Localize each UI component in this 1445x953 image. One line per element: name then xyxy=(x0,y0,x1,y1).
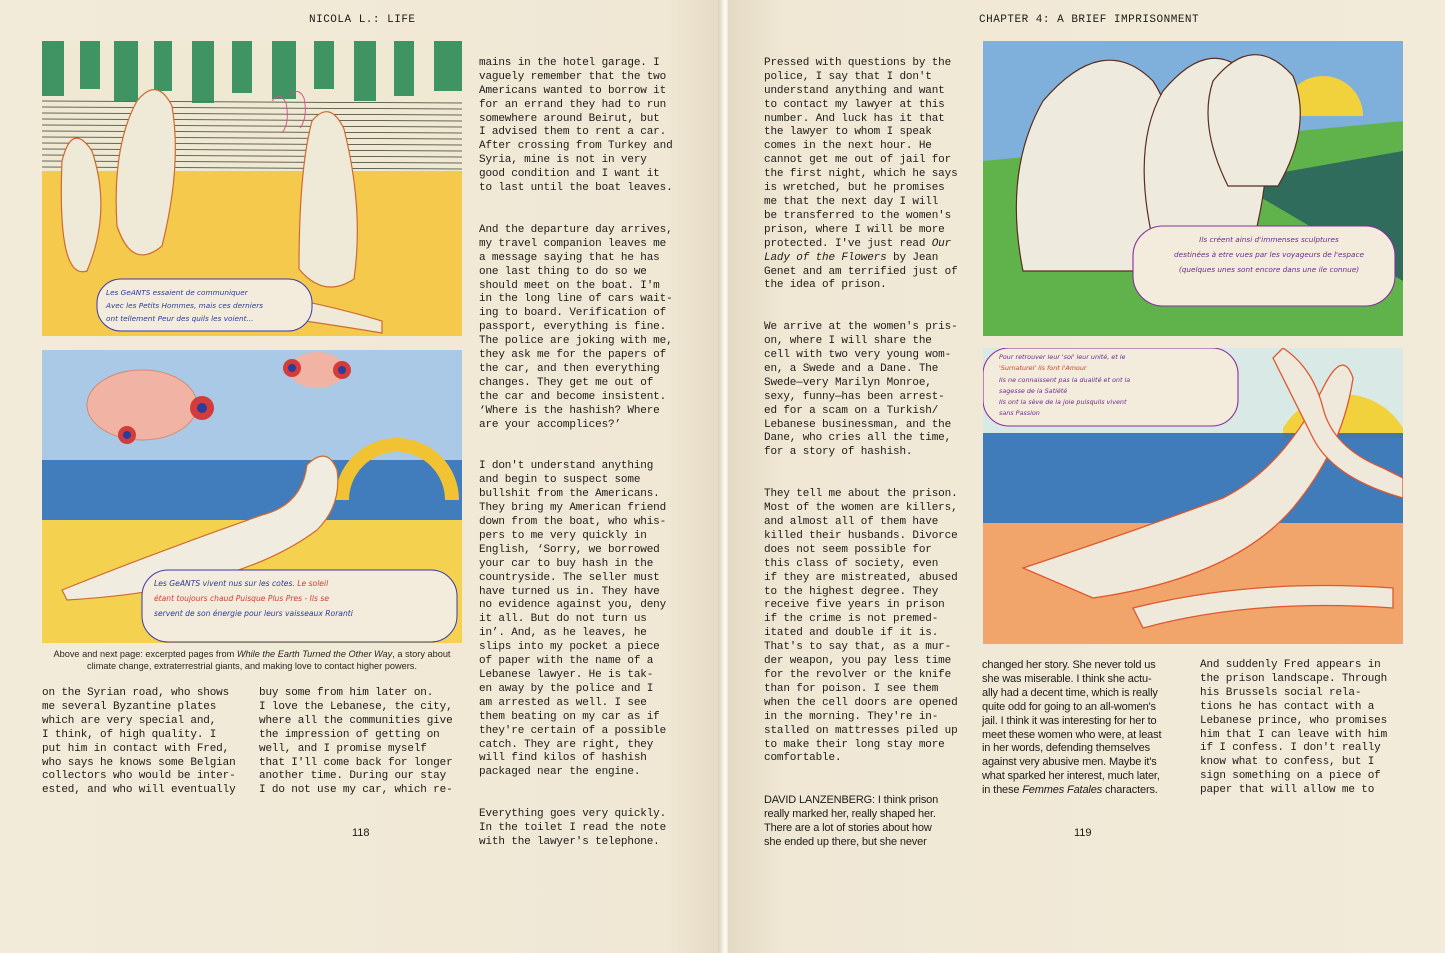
column-e xyxy=(982,659,1194,798)
folio-left: 118 xyxy=(352,827,370,839)
caption-pre: Above and next page: excerpted pages from xyxy=(53,649,237,659)
running-head-right: CHAPTER 4: A BRIEF IMPRISONMENT xyxy=(979,14,1200,26)
col-e-title: Femmes Fatales xyxy=(1022,784,1103,797)
art1-line3: ont tellement Peur des quils les voient... xyxy=(106,314,254,323)
col-c-para-1: mains in the hotel garage. I vaguely remember that the two Americans wanted to borrow it for an errand they had to run somewhere around Beirut, but I advised them to rent a car. After crossing from Turkey and Syria, mine is not in very good condition and I want it to last until the boat leaves. xyxy=(479,56,673,195)
col-d-para-1 xyxy=(764,57,974,293)
col-c-para-4: Everything goes very quickly. In the toilet I read the note with the lawyer's telephone. xyxy=(479,808,667,848)
left-page xyxy=(0,0,722,953)
col-e-text: changed her story. She never told us she was miserable. I think she actu- ally had a decent time, which is really quite odd for going to an all-women's jail. I think it was interesting for her to meet these women who were, at least in her words, defending themselves against very abusive men. Maybe it's what sparked her interest, much later, in these xyxy=(982,659,1162,797)
art4-line3: Ils ne connaissent pas la dualité et ont la xyxy=(999,375,1131,384)
art4-line6: sans Passion xyxy=(999,409,1040,418)
column-f: And suddenly Fred appears in the prison landscape. Through his Brussels social rela- tions he has contact with a Lebanese prince, who promises him that I can leave with him if I confess. I don't really know what to confess, but I sign something on a piece of paper that will allow me to xyxy=(1200,659,1388,797)
art4-line4: sagesse de la Satiété xyxy=(999,386,1068,395)
art4-line2: 'Surnaturel' ils font l'Amour xyxy=(999,364,1087,373)
col-e-post: characters. xyxy=(1102,784,1158,797)
art3-line1: Ils créent ainsi d'immenses sculptures xyxy=(1199,235,1339,244)
column-b: buy some from him later on. I love the Lebanese, the city, where all the communities give the impression of getting on well, and I promise myself that I'll come back for longer another time. During our stay I do not use my car, which re- xyxy=(259,687,453,797)
art1-line2: Avec les Petits Hommes, mais ces derniers xyxy=(106,301,264,310)
illustration-giant-coast xyxy=(42,350,462,643)
art4-line1: Pour retrouver leur 'soi' leur unité, et le xyxy=(999,353,1126,361)
caption-title: While the Earth Turned the Other Way xyxy=(236,649,393,659)
col-d-interview: DAVID LANZENBERG: I think prison really marked her, really shaped her. There are a lot of stories about how she ended up there, but she never xyxy=(764,794,939,848)
column-a: on the Syrian road, who shows me several Byzantine plates which are very special and, I think, of high quality. I put him in contact with Fred, who says he knows some Belgian collectors who would be inter- ested, and who will eventually xyxy=(42,687,236,797)
col-d-book-title: Our Lady of the Flowers xyxy=(764,237,952,264)
art2-line2: étant toujours chaud Puisque Plus Pres - Ils se xyxy=(154,594,329,603)
column-d xyxy=(764,43,974,878)
col-c-para-2: And the departure day arrives, my travel companion leaves me a message saying that he has one last thing to do so we should meet on the boat. I'm in the long line of cars wait- ing to board. Verification of passport, everything is fine. The police are joking with me, they ask me for the papers of the car, and then everything changes. They get me out of the car and become insistent. ‘Where is the hashish? Where are your accomplices?’ xyxy=(479,223,673,431)
illustration-giant-sculptures xyxy=(983,41,1403,336)
art2-line3: servent de son énergie pour leurs vaisseaux Roranti xyxy=(154,609,353,618)
art4-line5: Ils ont la sève de la joie puisquils vivent xyxy=(999,398,1127,407)
folio-right: 119 xyxy=(1074,827,1092,839)
caption-post: , a story about climate change, extraterrestrial giants, and making love to contact higher powers. xyxy=(87,649,451,671)
running-head-left: NICOLA L.: LIFE xyxy=(309,14,416,26)
col-c-para-3: I don't understand anything and begin to suspect some bullshit from the Americans. They bring my American friend down from the boat, who whis- pers to me very quickly in English, ‘Sorry, we borrowed your car to buy hash in the countryside. The seller must have turned us in. They have no evidence against you, deny it all. But do not turn us in’. And, as he leaves, he slips into my pocket a piece of paper with the name of a Lebanese lawyer. He is tak- en away by the police and I am arrested as well. I see them beating on my car as if they're certain of a possible catch. They are right, they will find kilos of hashish packaged near the engine. xyxy=(479,460,667,779)
col-d-para-3: They tell me about the prison. Most of the women are killers, and almost all of them have killed their husbands. Divorce does not seem possible for this class of society, even if they are mistreated, abused to the highest degree. They receive five years in prison if the crime is not premed- itated and double if it is. That's to say that, as a mur- der weapon, you pay less time for the revolver or the knife than for poison. I see them when the cell doors are opened in the morning. They're in- stalled on mattresses piled up to make their long stay more comfortable. xyxy=(764,488,958,765)
col-d-para-1-a: Pressed with questions by the police, I say that I don't understand anything and want to contact my lawyer at this number. And luck has it that the lawyer to whom I speak comes in the next hour. He cannot get me out of jail for the first night, which he says is wretched, but he promises me that the next day I will be transferred to the women's prison, where I will be more protected. I've just read xyxy=(764,56,958,250)
illustration-giants-forest xyxy=(42,41,462,336)
column-c xyxy=(479,43,701,878)
illustration-giants-love xyxy=(983,348,1403,644)
col-d-para-2: We arrive at the women's pris- on, where I will share the cell with two very young wom- en, a Swede and a Dane. The Swede—very Marilyn Monroe, sexy, funny—has been arrest- ed for a scam on a Turkish/ Lebanese businessman, and the Dane, who cries all the time, for a story of hashish. xyxy=(764,321,958,459)
art1-line1: Les GeANTS essaient de communiquer xyxy=(106,288,248,297)
art2-line1: Les GeANTS vivent nus sur les cotes. xyxy=(154,579,295,588)
right-page xyxy=(728,0,1445,953)
col-d-para-1-b: by Jean Genet and am terrified just of the idea of prison. xyxy=(764,251,958,292)
art3-line3: (quelques unes sont encore dans une ile connue) xyxy=(1178,265,1360,274)
art2-line1b: Le soleil xyxy=(297,579,329,588)
figure-caption xyxy=(42,648,462,672)
art3-line2: destinées à etre vues par les voyageurs de l'espace xyxy=(1174,250,1364,259)
